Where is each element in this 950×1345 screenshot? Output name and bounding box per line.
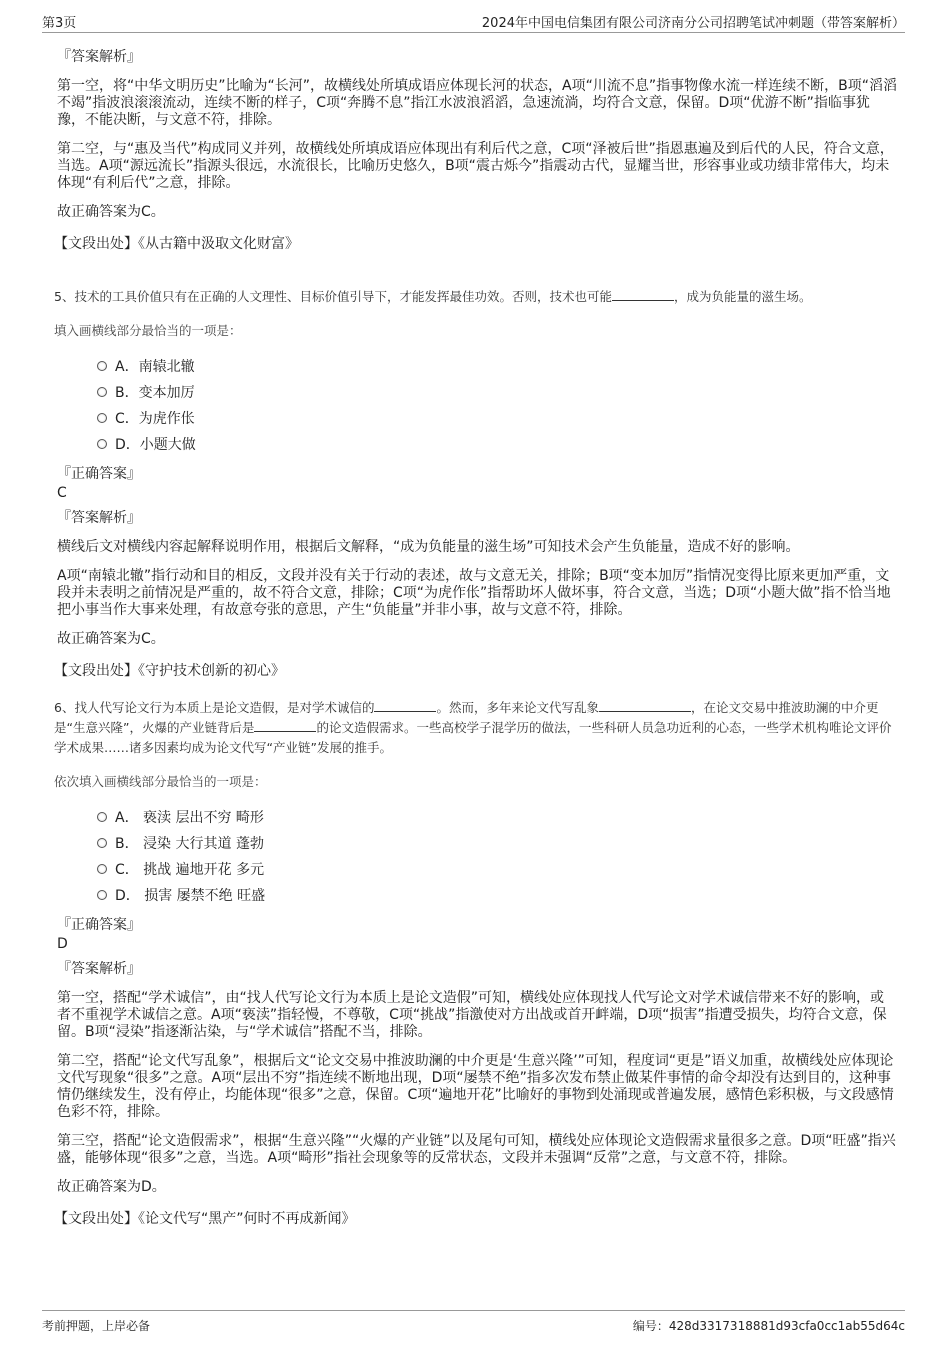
question-instruction: 填入画横线部分最恰当的一项是： [54,323,242,338]
option-d[interactable]: D．小题大做 [97,431,897,457]
document-body [54,40,897,1246]
question-6-options [97,804,897,908]
correct-answer: C [57,485,67,501]
option-a[interactable]: A． 亵渎 层出不穷 畸形 [97,804,897,830]
analysis-label: 『答案解析』 [57,510,141,526]
option-c[interactable]: C． 挑战 遍地开花 多元 [97,856,897,882]
analysis-paragraph: 横线后文对横线内容起解释说明作用，根据后文解释，“成为负能量的滋生场”可知技术会产生负能量，造成不好的影响。 [57,539,800,555]
fill-blank [599,699,691,712]
radio-icon[interactable] [97,864,107,874]
question-6-text: 6、找人代写论文行为本质上是论文造假，是对学术诚信的 。然而，多年来论文代写乱象 ，在论文交易中推波助澜的中介更是“生意兴隆”，火爆的产业链背后是 的论文造假需求。一些高校学子混学历的做法，一些科研人员急功近利的心态，一些学术机构唯论文评价学术成果……诸多因素均成为论文代写“产业链”发展的推手。 [54,700,892,755]
fill-blank [254,719,316,732]
analysis-label: 『答案解析』 [57,49,141,65]
question-5-options [97,353,897,457]
radio-icon[interactable] [97,413,107,423]
conclusion: 故正确答案为C。 [57,204,165,220]
page-footer [42,1310,905,1341]
analysis-paragraph: 第一空，将“中华文明历史”比喻为“长河”，故横线处所填成语应体现长河的状态，A项“川流不息”指事物像水流一样连续不断，B项“滔滔不竭”指波浪滚滚流动，连续不断的样子，C项“奔腾不息”指江水波浪滔滔，急速流淌，均符合文意，保留。D项“优游不断”指临事犹豫，不能决断，与文意不符，排除。 [57,78,897,128]
radio-icon[interactable] [97,890,107,900]
page-header [42,10,905,33]
analysis-paragraph: 第二空，与“惠及当代”构成同义并列，故横线处所填成语应体现出有利后代之意，C项“泽被后世”指恩惠遍及到后代的人民，符合文意，当选。A项“源远流长”指源头很远，水流很长，比喻历史悠久，B项“震古烁今”指震动古代，显耀当世，形容事业或功绩非常伟大，均未体现“有利后代”之意，排除。 [57,141,894,191]
analysis-paragraph: 第二空，搭配“论文代写乱象”，根据后文“论文交易中推波助澜的中介更是‘生意兴隆’”可知，程度词“更是”语义加重，故横线处应体现论文代写现象“很多”之意。A项“层出不穷”指连续不断地出现，D项“屡禁不绝”指多次发布禁止做某件事情的命令却没有达到目的，这种事情仍继续发生，没有停止，均能体现“很多”之意，保留。C项“遍地开花”比喻好的事物到处涌现或普遍发展，感情色彩积极，与文段感情色彩不符，排除。 [57,1053,894,1120]
radio-icon[interactable] [97,812,107,822]
source-citation: 【文段出处】《从古籍中汲取文化财富》 [54,236,299,252]
question-instruction: 依次填入画横线部分最恰当的一项是： [54,774,267,789]
analysis-label: 『答案解析』 [57,961,141,977]
radio-icon[interactable] [97,439,107,449]
radio-icon[interactable] [97,387,107,397]
footer-slogan: 考前押题，上岸必备 [42,1319,151,1333]
conclusion: 故正确答案为C。 [57,631,165,647]
source-citation: 【文段出处】《论文代写“黑产”何时不再成新闻》 [54,1211,356,1227]
option-a[interactable]: A．南辕北辙 [97,353,897,379]
conclusion: 故正确答案为D。 [57,1179,166,1195]
analysis-paragraph: A项“南辕北辙”指行动和目的相反，文段并没有关于行动的表述，故与文意无关，排除；B项“变本加厉”指情况变得比原来更加严重，文段并未表明之前情况是严重的，故不符合文意，排除；C项“为虎作伥”指帮助坏人做坏事，符合文意，当选；D项“小题大做”指不恰当地把小事当作大事来处理，有故意夸张的意思，产生“负能量”并非小事，故与文意不符，排除。 [57,568,891,618]
analysis-paragraph: 第一空，搭配“学术诚信”，由“找人代写论文行为本质上是论文造假”可知，横线处应体现找人代写论文对学术诚信带来不好的影响，或者不重视学术诚信之意。A项“亵渎”指轻慢，不尊敬，C项“挑战”指激使对方出战或首开衅端，D项“损害”指遭受损失，均符合文意，保留。B项“浸染”指逐渐沾染，与“学术诚信”搭配不当，排除。 [57,990,887,1040]
source-citation: 【文段出处】《守护技术创新的初心》 [54,663,285,679]
option-d[interactable]: D． 损害 屡禁不绝 旺盛 [97,882,897,908]
document-id: 编号：428d3317318881d93cfa0cc1ab55d64c [632,1319,905,1333]
radio-icon[interactable] [97,838,107,848]
question-5-text: 5、技术的工具价值只有在正确的人文理性、目标价值引导下，才能发挥最佳功效。否则，技术也可能 ，成为负能量的滋生场。 [54,289,812,304]
option-c[interactable]: C．为虎作伥 [97,405,897,431]
page-number: 第3页 [42,16,77,31]
correct-answer: D [57,936,68,952]
option-b[interactable]: B． 浸染 大行其道 蓬勃 [97,830,897,856]
correct-answer-label: 『正确答案』 [57,466,141,482]
fill-blank [374,699,436,712]
fill-blank [612,288,674,301]
option-b[interactable]: B．变本加厉 [97,379,897,405]
analysis-paragraph: 第三空，搭配“论文造假需求”，根据“生意兴隆”“火爆的产业链”以及尾句可知，横线处应体现论文造假需求量很多之意。D项“旺盛”指兴盛，能够体现“很多”之意，当选。A项“畸形”指社会现象等的反常状态，文段并未强调“反常”之意，与文意不符，排除。 [57,1133,896,1166]
correct-answer-label: 『正确答案』 [57,917,141,933]
document-title: 2024年中国电信集团有限公司济南分公司招聘笔试冲刺题（带答案解析） [481,16,905,31]
radio-icon[interactable] [97,361,107,371]
